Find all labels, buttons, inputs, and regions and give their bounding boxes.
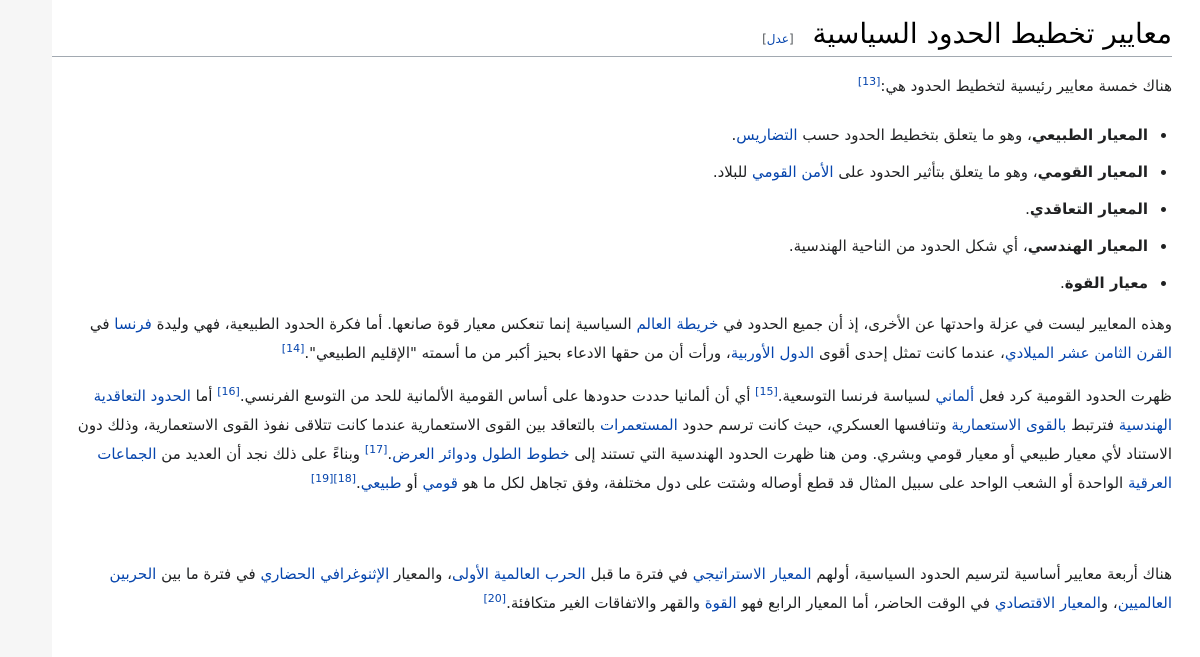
- section-title: معايير تخطيط الحدود السياسية: [812, 17, 1172, 50]
- bullet-icon: [1161, 207, 1166, 212]
- criterion-name: المعيار الطبيعي: [1031, 126, 1148, 144]
- text-run: في فترة ما قبل: [585, 565, 693, 583]
- criterion-name: المعيار الهندسي: [1027, 237, 1148, 255]
- text-run: وبناءً على ذلك نجد أن العديد من: [156, 445, 365, 463]
- citation-19[interactable]: [19]: [310, 472, 334, 485]
- citation-20[interactable]: [20]: [483, 592, 507, 605]
- text-run: وهذه المعايير ليست في عزلة واحدتها عن الأخرى، إذ أن جميع الحدود في: [718, 315, 1172, 333]
- link-18th-century[interactable]: القرن الثامن عشر الميلادي: [1004, 344, 1172, 362]
- link-ethnographic[interactable]: الإثنوغرافي الحضاري: [260, 565, 390, 583]
- link-colonial-powers[interactable]: بالقوى الاستعمارية: [951, 416, 1067, 434]
- text-run: أما: [190, 387, 218, 405]
- sidebar-rail: [0, 0, 52, 657]
- link-world-map[interactable]: خريطة العالم: [636, 315, 719, 333]
- citation-14[interactable]: [14]: [281, 342, 305, 355]
- citation-18[interactable]: [18]: [333, 472, 357, 485]
- link-ethnic-groups[interactable]: الجماعات العرقية: [97, 445, 1172, 492]
- intro-text: هناك خمسة معايير رئيسية لتخطيط الحدود هي:: [880, 77, 1172, 95]
- link-france[interactable]: فرنسا: [114, 315, 152, 333]
- text-run: في الوقت الحاضر، أما المعيار الرابع فهو: [736, 594, 995, 612]
- text-run: هناك أربعة معايير أساسية لترسيم الحدود السياسية، أولهم: [811, 565, 1172, 583]
- list-item: [52, 117, 1148, 154]
- link-national-security[interactable]: الأمن القومي: [752, 163, 834, 181]
- text-run: ، ورأت أن من حقها الادعاء بحيز أكبر من ما أسمته "الإقليم الطبيعي".: [304, 344, 731, 362]
- text-run: ، والمعيار: [389, 565, 452, 583]
- link-tadaris[interactable]: التضاريس: [736, 126, 798, 144]
- text-run: .: [356, 474, 361, 492]
- link-economic-criterion[interactable]: المعيار الاقتصادي: [994, 594, 1101, 612]
- list-item: [52, 265, 1148, 302]
- citation-16[interactable]: [16]: [217, 385, 240, 398]
- criteria-list: [52, 117, 1148, 302]
- bullet-icon: [1161, 133, 1166, 138]
- link-latitude-longitude[interactable]: خطوط الطول ودوائر العرض: [392, 445, 570, 463]
- link-power[interactable]: القوة: [704, 594, 737, 612]
- link-contractual-borders[interactable]: الحدود التعاقدية الهندسية: [93, 387, 1172, 434]
- criterion-text: ، وهو ما يتعلق بتخطيط الحدود حسب: [797, 126, 1032, 144]
- criterion-after: .: [1060, 274, 1065, 292]
- link-european-states[interactable]: الدول الأوربية: [730, 344, 815, 362]
- edit-section-wrapper: [762, 32, 794, 46]
- link-national[interactable]: قومي: [422, 474, 458, 492]
- text-run: بالتعاقد بين القوى الاستعمارية عندما كانت تتلاقى نفوذ القوى الاستعمارية، وذلك دون الاستناد لأي معيار طبيعي أو معيار قومي وبشري. ومن هنا ظهرت الحدود الهندسية التي تستند إلى: [77, 416, 1172, 463]
- text-run: .: [387, 445, 393, 463]
- edit-bracket-open: [: [788, 31, 794, 46]
- link-colonies[interactable]: المستعمرات: [599, 416, 678, 434]
- text-run: ، و: [1100, 594, 1118, 612]
- edit-bracket-close: ]: [762, 31, 767, 46]
- text-run: أي أن ألمانيا حددت حدودها على أساس القومية الألمانية للحد من التوسع الفرنسي.: [239, 387, 756, 405]
- link-interwar[interactable]: الحربين العالميين: [109, 565, 1172, 612]
- link-strategic-criterion[interactable]: المعيار الاستراتيجي: [692, 565, 812, 583]
- citation-17[interactable]: [17]: [364, 443, 388, 456]
- text-run: وتنافسها العسكري، حيث كانت ترسم حدود: [677, 416, 952, 434]
- text-run: أو: [401, 474, 423, 492]
- criterion-name: المعيار القومي: [1037, 163, 1148, 181]
- criterion-name: معيار القوة: [1064, 274, 1148, 292]
- text-run: لسياسة فرنسا التوسعية.: [777, 387, 936, 405]
- edit-section-link[interactable]: عدل: [766, 31, 789, 46]
- paragraph-3: [52, 560, 1172, 618]
- link-german[interactable]: ألماني: [935, 387, 975, 405]
- list-item: [52, 191, 1148, 228]
- criterion-text: ، وهو ما يتعلق بتأثير الحدود على: [833, 163, 1038, 181]
- text-run: في فترة ما بين: [156, 565, 261, 583]
- bullet-icon: [1161, 244, 1166, 249]
- bullet-icon: [1161, 281, 1166, 286]
- text-run: فترتبط: [1066, 416, 1119, 434]
- paragraph-2: [52, 382, 1172, 498]
- list-item: [52, 154, 1148, 191]
- link-natural[interactable]: طبيعي: [360, 474, 402, 492]
- intro-paragraph: [52, 72, 1172, 101]
- link-world-war-1[interactable]: الحرب العالمية الأولى: [451, 565, 586, 583]
- citation-15[interactable]: [15]: [755, 385, 778, 398]
- text-run: السياسية إنما تنعكس معيار قوة صانعها. أما فكرة الحدود الطبيعية، فهي وليدة: [151, 315, 637, 333]
- criterion-after: .: [731, 126, 737, 144]
- criterion-after: للبلاد.: [712, 163, 753, 181]
- bullet-icon: [1161, 170, 1166, 175]
- section-heading: [52, 12, 1172, 57]
- paragraph-1: [52, 310, 1172, 368]
- criterion-name: المعيار التعاقدي: [1029, 200, 1148, 218]
- citation-13[interactable]: [13]: [857, 75, 881, 88]
- text-run: في: [89, 315, 115, 333]
- criterion-after: .: [1025, 200, 1030, 218]
- text-run: والقهر والاتفاقات الغير متكافئة.: [506, 594, 705, 612]
- text-run: ، عندما كانت تمثل إحدى أقوى: [814, 344, 1005, 362]
- text-run: ظهرت الحدود القومية كرد فعل: [974, 387, 1172, 405]
- criterion-text: ، أي شكل الحدود من الناحية الهندسية.: [788, 237, 1028, 255]
- text-run: الواحدة أو الشعب الواحد على سبيل المثال قد قطع أوصاله وشتت على دول مختلفة، وفق تجاهل لكل ما هو: [457, 474, 1128, 492]
- list-item: [52, 228, 1148, 265]
